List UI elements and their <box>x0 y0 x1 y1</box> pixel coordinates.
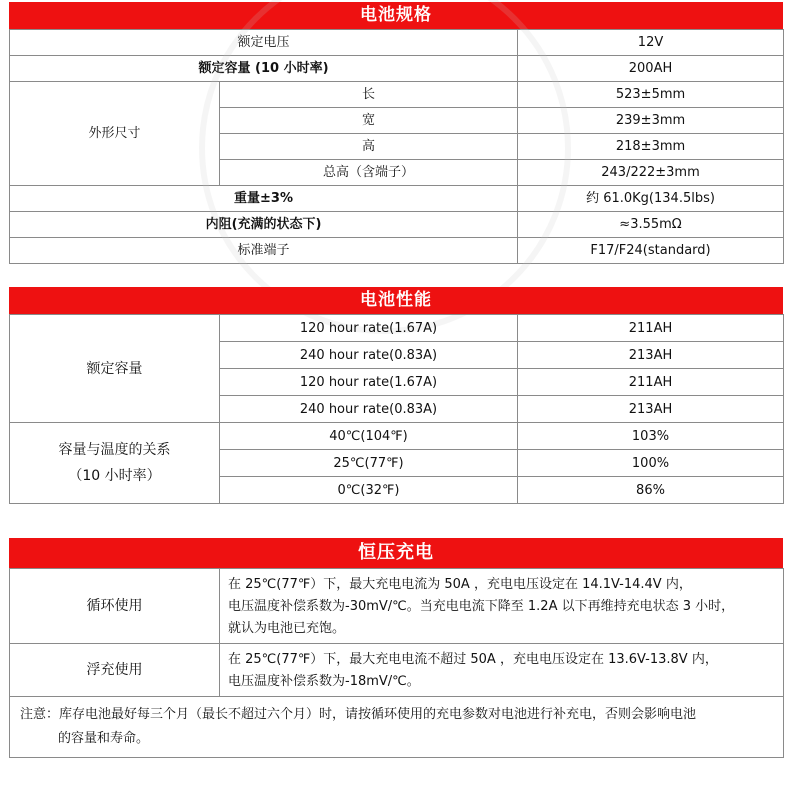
temperature-label: 0℃(32℉) <box>220 477 518 504</box>
dimensions-label: 外形尺寸 <box>10 82 220 186</box>
battery-spec-title: 电池规格 <box>9 2 783 29</box>
capacity-rate-value: 213AH <box>518 396 784 423</box>
capacity-rate-label: 240 hour rate(0.83A) <box>220 396 518 423</box>
battery-performance-section <box>9 287 783 504</box>
table-row <box>10 82 784 108</box>
rated-capacity-label: 额定容量 (10 小时率) <box>10 56 518 82</box>
table-row <box>10 56 784 82</box>
table-row <box>10 697 784 758</box>
table-row <box>10 186 784 212</box>
capacity-temperature-label-line1: 容量与温度的关系 <box>58 442 171 458</box>
battery-performance-title: 电池性能 <box>9 287 783 314</box>
battery-performance-table <box>9 314 784 504</box>
capacity-temperature-label-line2: （10 小时率） <box>68 468 161 484</box>
capacity-temperature-label <box>10 423 220 504</box>
temperature-value: 86% <box>518 477 784 504</box>
table-row <box>10 644 784 697</box>
float-use-line: 电压温度补偿系数为-18mV/℃。 <box>228 674 420 689</box>
cycle-use-line: 就认为电池已充饱。 <box>228 621 346 636</box>
internal-resistance-label: 内阻(充满的状态下) <box>10 212 518 238</box>
internal-resistance-value: ≈3.55mΩ <box>518 212 784 238</box>
weight-value: 约 61.0Kg(134.5lbs) <box>518 186 784 212</box>
rated-capacity-value: 200AH <box>518 56 784 82</box>
float-use-text <box>220 644 784 697</box>
battery-spec-section <box>9 2 783 264</box>
cycle-use-line: 在 25℃(77℉）下，最大充电电流为 50A ，充电电压设定在 14.1V-14.4V 内， <box>228 577 692 592</box>
rated-capacity-perf-label: 额定容量 <box>10 315 220 423</box>
terminal-label: 标准端子 <box>10 238 518 264</box>
dimension-width-value: 239±3mm <box>518 108 784 134</box>
dimension-length-value: 523±5mm <box>518 82 784 108</box>
capacity-rate-label: 120 hour rate(1.67A) <box>220 369 518 396</box>
cycle-use-label: 循环使用 <box>10 569 220 644</box>
cycle-use-text <box>220 569 784 644</box>
temperature-label: 25℃(77℉) <box>220 450 518 477</box>
table-row <box>10 30 784 56</box>
temperature-value: 100% <box>518 450 784 477</box>
temperature-label: 40℃(104℉) <box>220 423 518 450</box>
dimension-height-label: 高 <box>220 134 518 160</box>
float-use-label: 浮充使用 <box>10 644 220 697</box>
capacity-rate-value: 211AH <box>518 369 784 396</box>
capacity-rate-label: 120 hour rate(1.67A) <box>220 315 518 342</box>
rated-voltage-value: 12V <box>518 30 784 56</box>
charging-table <box>9 568 784 758</box>
storage-note-line: 注意：库存电池最好每三个月（最长不超过六个月）时，请按循环使用的充电参数对电池进行补充电，否则会影响电池 <box>20 707 697 722</box>
capacity-rate-value: 211AH <box>518 315 784 342</box>
terminal-value: F17/F24(standard) <box>518 238 784 264</box>
temperature-value: 103% <box>518 423 784 450</box>
table-row <box>10 423 784 450</box>
dimension-length-label: 长 <box>220 82 518 108</box>
dimension-total-height-label: 总高（含端子） <box>220 160 518 186</box>
rated-voltage-label: 额定电压 <box>10 30 518 56</box>
table-row <box>10 238 784 264</box>
constant-voltage-charging-title: 恒压充电 <box>9 538 783 568</box>
battery-spec-table <box>9 29 784 264</box>
table-row <box>10 315 784 342</box>
storage-note <box>10 697 784 758</box>
storage-note-line: 的容量和寿命。 <box>58 731 150 746</box>
dimension-height-value: 218±3mm <box>518 134 784 160</box>
dimension-total-height-value: 243/222±3mm <box>518 160 784 186</box>
float-use-line: 在 25℃(77℉）下，最大充电电流不超过 50A ，充电电压设定在 13.6V-13.8V 内， <box>228 652 718 667</box>
weight-label: 重量±3% <box>10 186 518 212</box>
cycle-use-line: 电压温度补偿系数为-30mV/℃。当充电电流下降至 1.2A 以下再维持充电状态 3 小时， <box>228 599 735 614</box>
table-row <box>10 212 784 238</box>
capacity-rate-value: 213AH <box>518 342 784 369</box>
constant-voltage-charging-section <box>9 538 783 758</box>
table-row <box>10 569 784 644</box>
dimension-width-label: 宽 <box>220 108 518 134</box>
capacity-rate-label: 240 hour rate(0.83A) <box>220 342 518 369</box>
